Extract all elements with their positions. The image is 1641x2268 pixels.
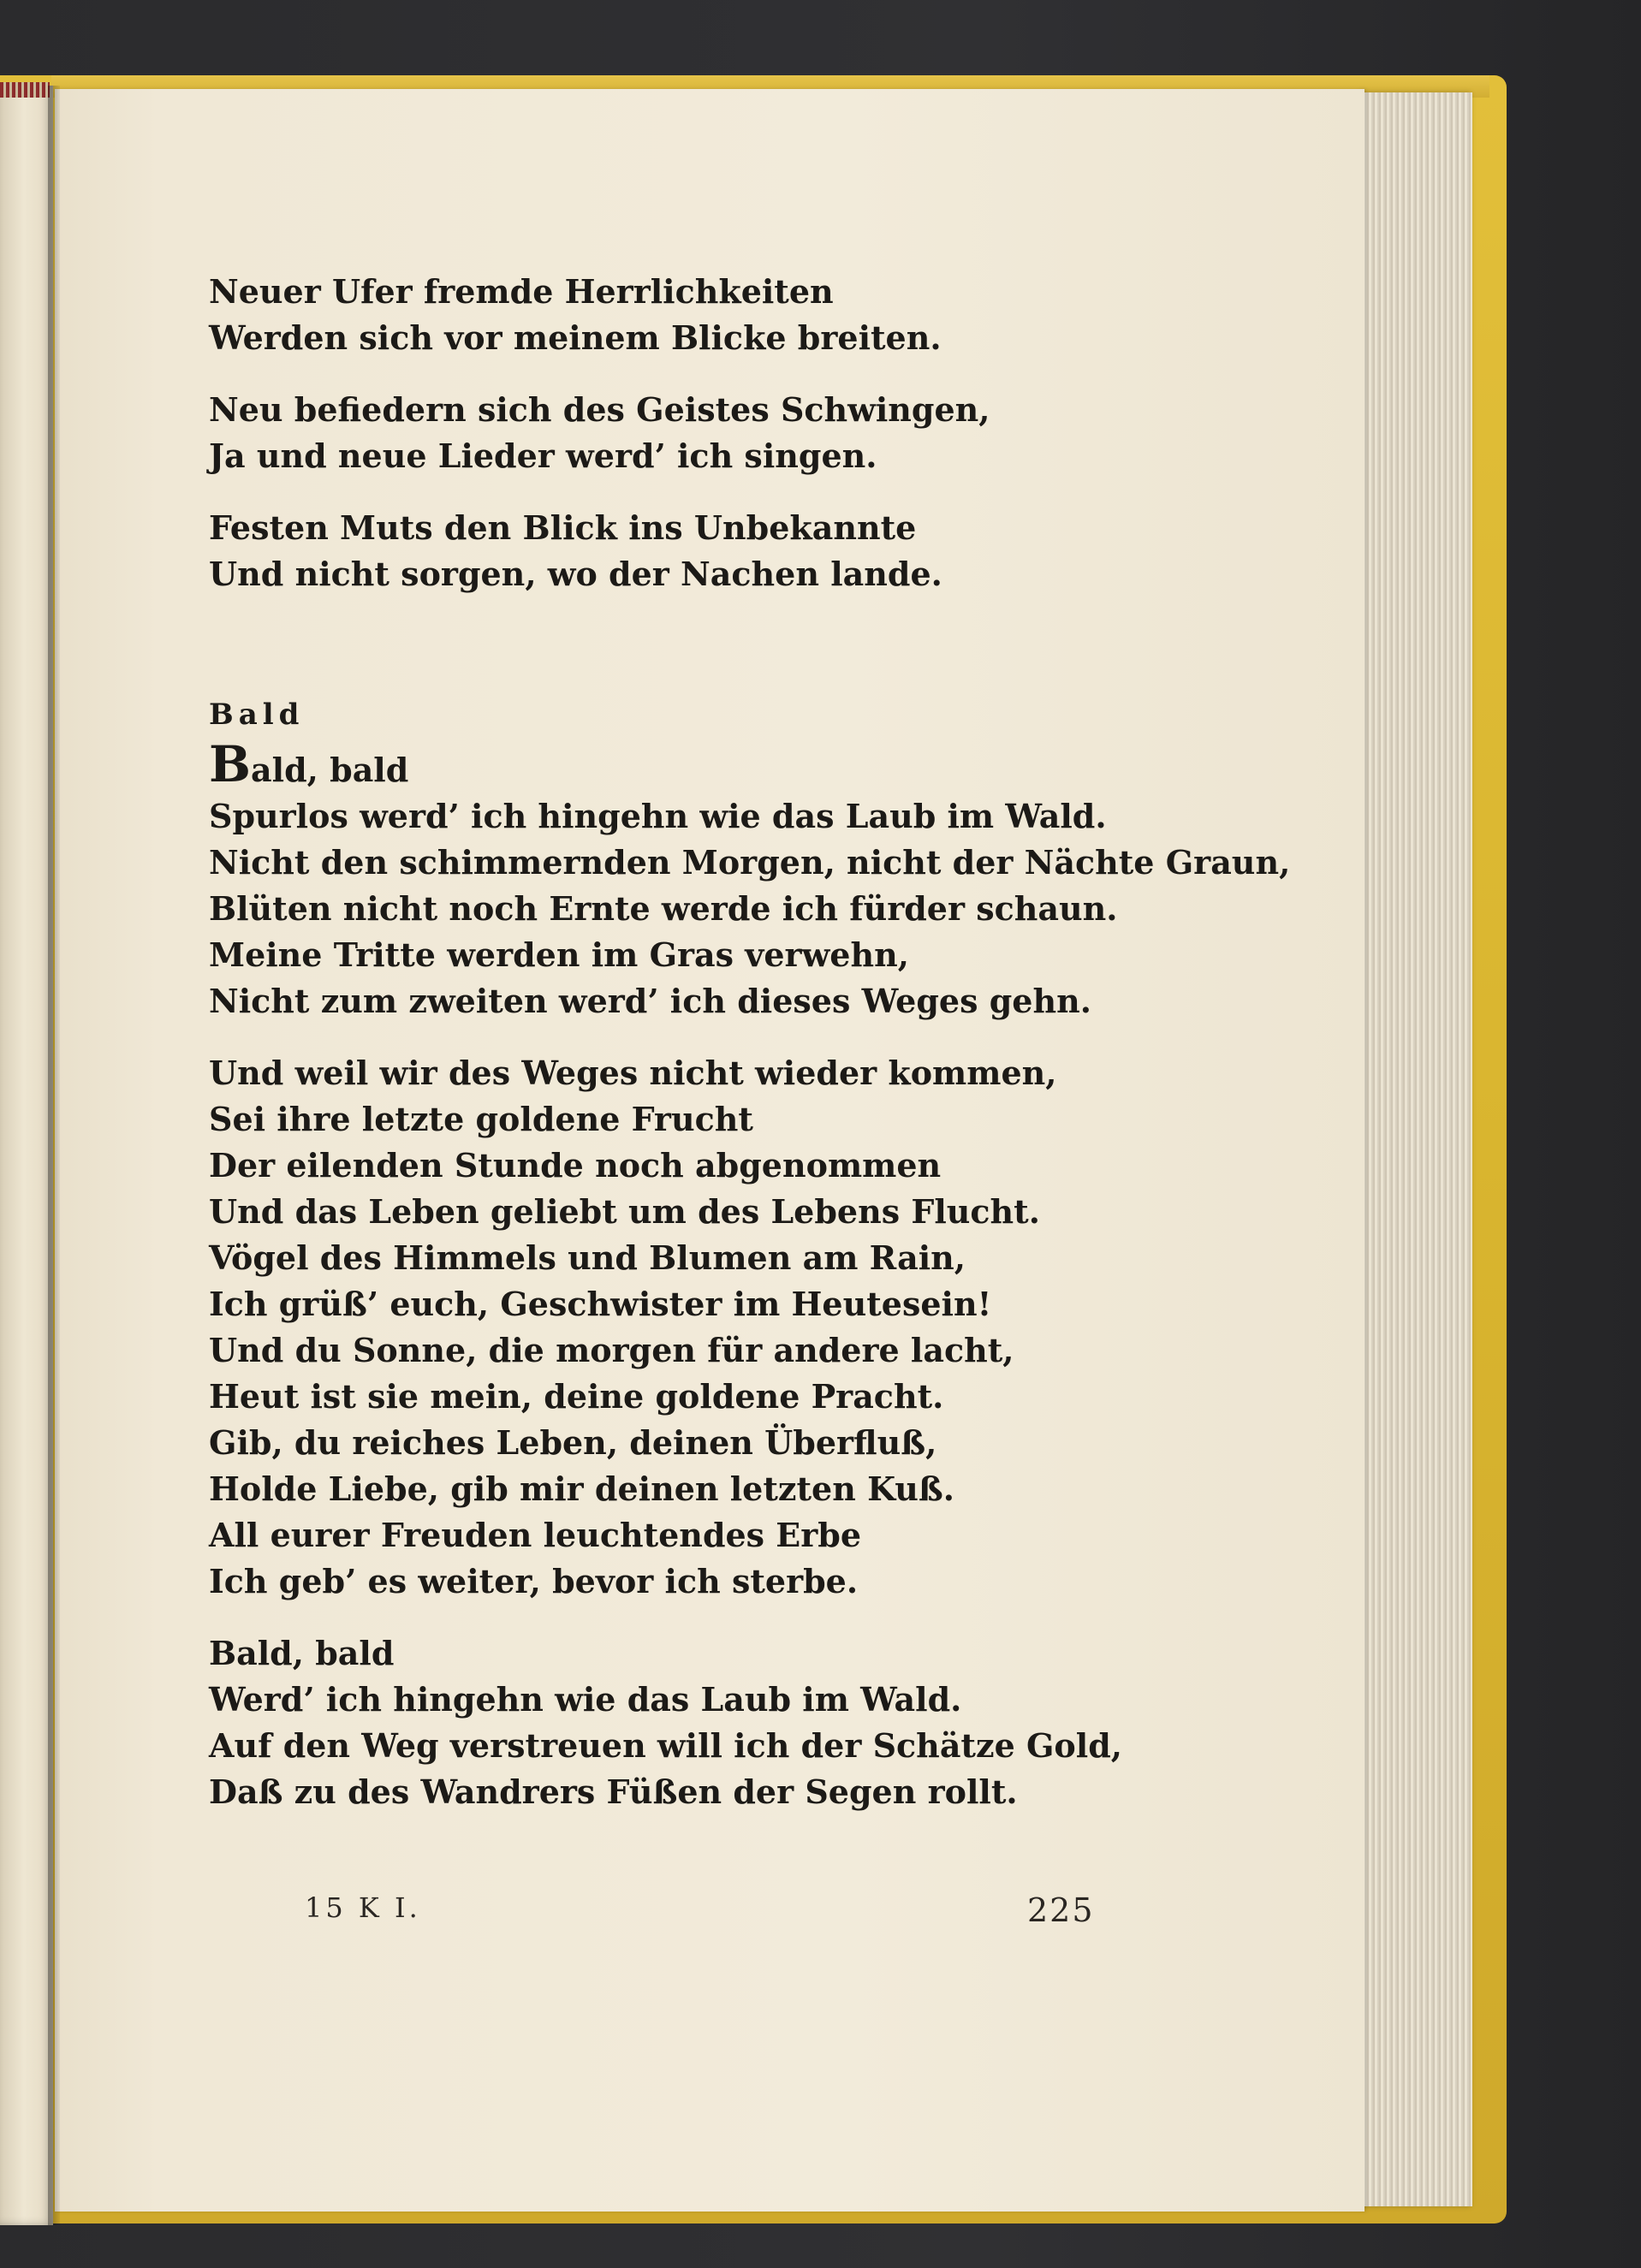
poem-line: Werd’ ich hingehn wie das Laub im Wald.	[209, 1680, 962, 1719]
gutter-shadow	[48, 86, 60, 2225]
stanza-gap	[209, 479, 1236, 505]
poem-line: Ich grüß’ euch, Geschwister im Heutesein!	[209, 1285, 992, 1323]
poem-line: All eurer Freuden leuchtendes Erbe	[209, 1516, 862, 1554]
poem-line: Und du Sonne, die morgen für andere lacht,	[209, 1331, 1014, 1369]
poem-line: Nicht den schimmernden Morgen, nicht der Nächte Graun,	[209, 843, 1291, 882]
headband	[0, 82, 50, 98]
poem-line: Und nicht sorgen, wo der Nachen lande.	[209, 555, 942, 593]
poem-line: Bald, bald	[209, 1634, 395, 1672]
poem-line: Sei ihre letzte goldene Frucht	[209, 1100, 753, 1138]
stanza-gap	[209, 1605, 1236, 1630]
poem-line: Blüten nicht noch Ernte werde ich fürder schaun.	[209, 889, 1118, 928]
poem-line: Neuer Ufer fremde Herrlichkeiten	[209, 272, 834, 311]
facing-page-edge	[0, 86, 53, 2225]
book-page	[55, 89, 1365, 2212]
poem-first-line	[209, 735, 1236, 793]
poem-line: Und weil wir des Weges nicht wieder kommen,	[209, 1054, 1057, 1092]
poem-line: Neu befiedern sich des Geistes Schwingen,	[209, 390, 990, 429]
drop-cap: B	[209, 735, 252, 793]
poem-title: Bald	[209, 698, 305, 732]
page-number: 225	[1027, 1891, 1095, 1929]
poem-line: Werden sich vor meinem Blicke breiten.	[209, 318, 942, 357]
poem-line: Auf den Weg verstreuen will ich der Schätze Gold,	[209, 1726, 1123, 1765]
poem-line: Und das Leben geliebt um des Lebens Flucht.	[209, 1192, 1040, 1231]
page-edges	[1361, 92, 1472, 2206]
poem-line: Holde Liebe, gib mir deinen letzten Kuß.	[209, 1469, 954, 1508]
poem-first-line-text: ald, bald	[251, 751, 409, 789]
poem-line: Meine Tritte werden im Gras verwehn,	[209, 935, 909, 974]
stanza-gap	[209, 1024, 1236, 1050]
poem-line: Der eilenden Stunde noch abgenommen	[209, 1146, 942, 1184]
poem-line: Daß zu des Wandrers Füßen der Segen rollt.	[209, 1772, 1018, 1811]
page-text	[209, 269, 1291, 1815]
poem-line: Festen Muts den Blick ins Unbekannte	[209, 508, 917, 547]
stanza-gap	[209, 361, 1236, 387]
poem-line: Nicht zum zweiten werd’ ich dieses Weges gehn.	[209, 982, 1091, 1020]
poem-line: Vögel des Himmels und Blumen am Rain,	[209, 1238, 966, 1277]
poem-line: Gib, du reiches Leben, deinen Überfluß,	[209, 1423, 937, 1462]
poem-line: Ich geb’ es weiter, bevor ich sterbe.	[209, 1562, 859, 1600]
poem-line: Ja und neue Lieder werd’ ich singen.	[209, 436, 877, 475]
poem-line: Heut ist sie mein, deine goldene Pracht.	[209, 1377, 944, 1416]
poem-line: Spurlos werd’ ich hingehn wie das Laub im Wald.	[209, 797, 1107, 835]
printer-signature: 15 K I.	[305, 1891, 421, 1924]
